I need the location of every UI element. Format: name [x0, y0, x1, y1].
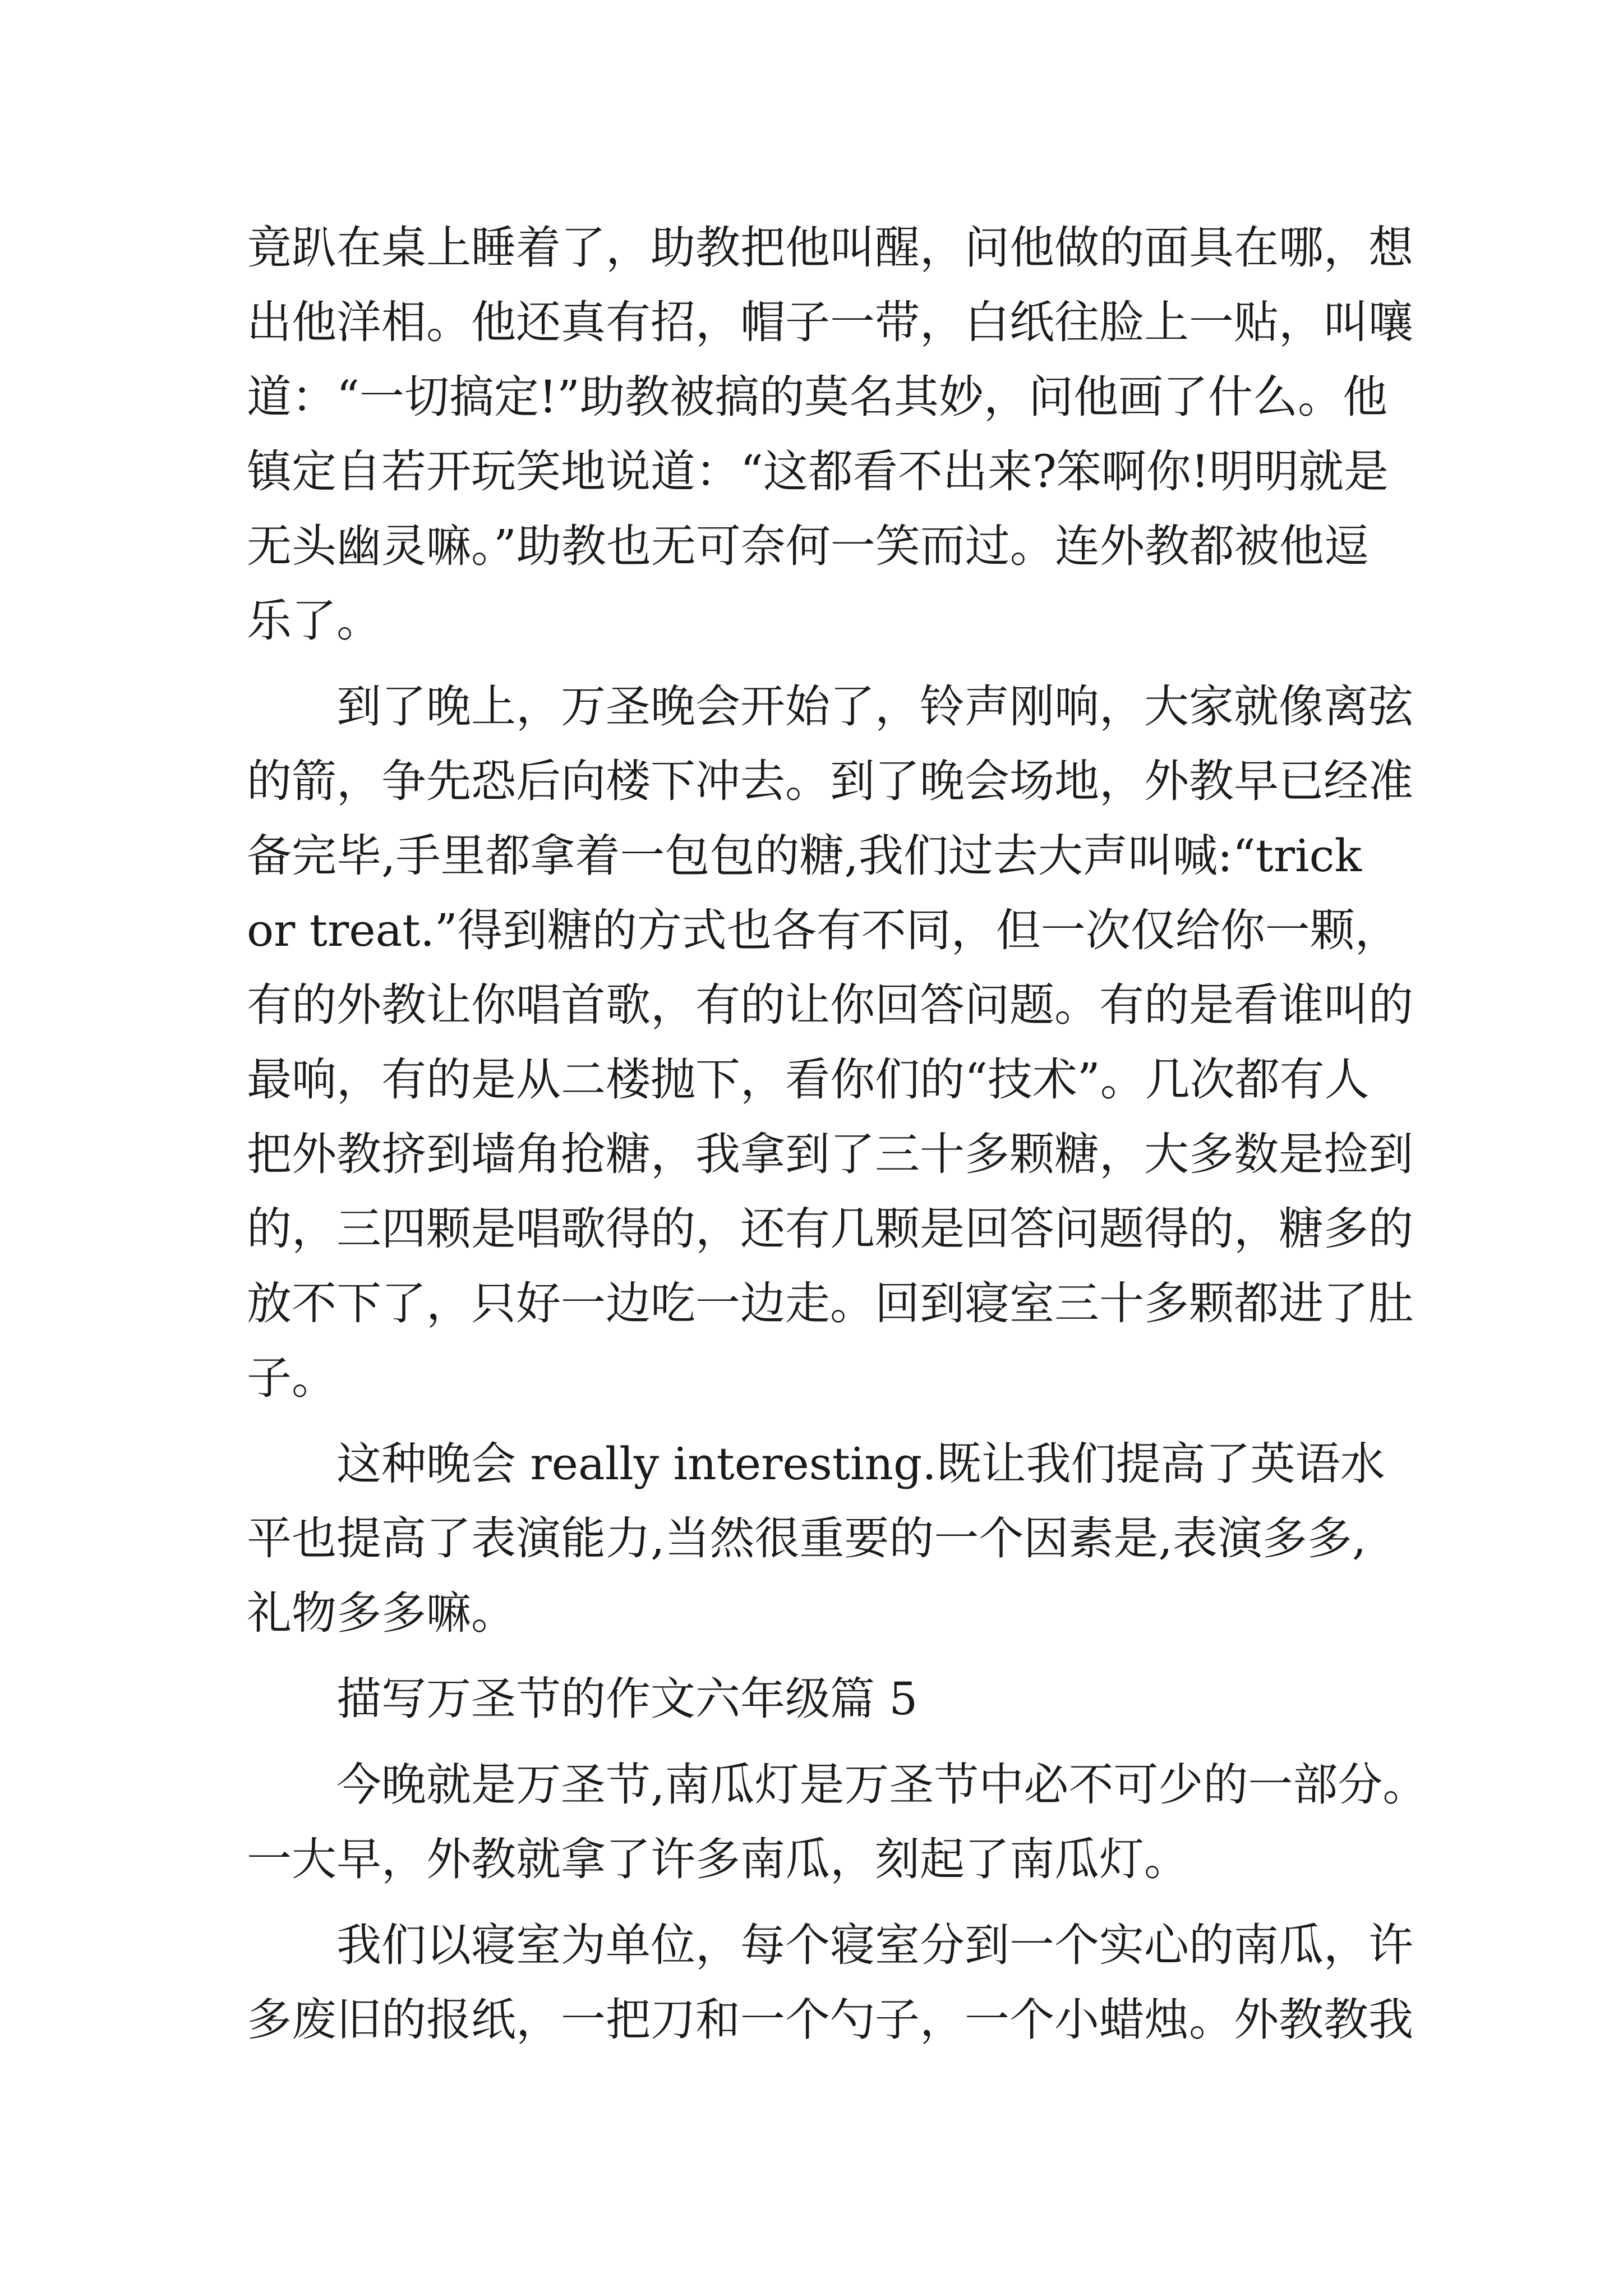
- text-line: 平也提高了表演能力,当然很重要的一个因素是,表演多多,: [247, 1512, 1367, 1565]
- text-line: 最响，有的是从二楼抛下，看你们的“技术”。几次都有人: [247, 1053, 1370, 1106]
- text-line: 出他洋相。他还真有招，帽子一带，白纸往脸上一贴，叫嚷: [247, 296, 1413, 348]
- text-line: 有的外教让你唱首歌，有的让你回答问题。有的是看谁叫的: [247, 979, 1413, 1031]
- paragraph-first-line: 今晚就是万圣节,南瓜灯是万圣节中必不可少的一部分。: [336, 1759, 1428, 1811]
- paragraph-first-line: 我们以寝室为单位，每个寝室分到一个实心的南瓜，许: [336, 1919, 1413, 1971]
- text-line: 的箭，争先恐后向楼下冲去。到了晚会场地，外教早已经准: [247, 755, 1413, 807]
- paragraph-first-line: 这种晚会 really interesting.既让我们提高了英语水: [336, 1438, 1385, 1490]
- text-line: 备完毕,手里都拿着一包包的糖,我们过去大声叫喊:“trick: [247, 830, 1362, 882]
- paragraph-first-line: 到了晚上，万圣晚会开始了，铃声刚响，大家就像离弦: [336, 680, 1413, 733]
- text-line: 子。: [247, 1352, 336, 1404]
- text-line: or treat.”得到糖的方式也各有不同，但一次仅给你一颗，: [247, 904, 1400, 956]
- section-heading: 描写万圣节的作文六年级篇 5: [336, 1673, 918, 1725]
- text-line: 道：“一切搞定!”助教被搞的莫名其妙，问他画了什么。他: [247, 371, 1387, 423]
- text-line: 竟趴在桌上睡着了，助教把他叫醒，问他做的面具在哪，想: [247, 222, 1413, 274]
- text-line: 把外教挤到墙角抢糖，我拿到了三十多颗糖，大多数是捡到: [247, 1128, 1413, 1180]
- text-line: 一大早，外教就拿了许多南瓜，刻起了南瓜灯。: [247, 1833, 1189, 1885]
- text-line: 礼物多多嘛。: [247, 1587, 516, 1639]
- text-line: 乐了。: [247, 595, 381, 647]
- text-line: 镇定自若开玩笑地说道：“这都看不出来?笨啊你!明明就是: [247, 445, 1389, 498]
- text-line: 无头幽灵嘛。”助教也无可奈何一笑而过。连外教都被他逗: [247, 520, 1369, 572]
- text-line: 的，三四颗是唱歌得的，还有几颗是回答问题得的，糖多的: [247, 1203, 1413, 1255]
- text-line: 多废旧的报纸，一把刀和一个勺子，一个小蜡烛。外教教我: [247, 1994, 1413, 2046]
- article-body: [247, 210, 1428, 2057]
- text-line: 放不下了，只好一边吃一边走。回到寝室三十多颗都进了肚: [247, 1277, 1413, 1329]
